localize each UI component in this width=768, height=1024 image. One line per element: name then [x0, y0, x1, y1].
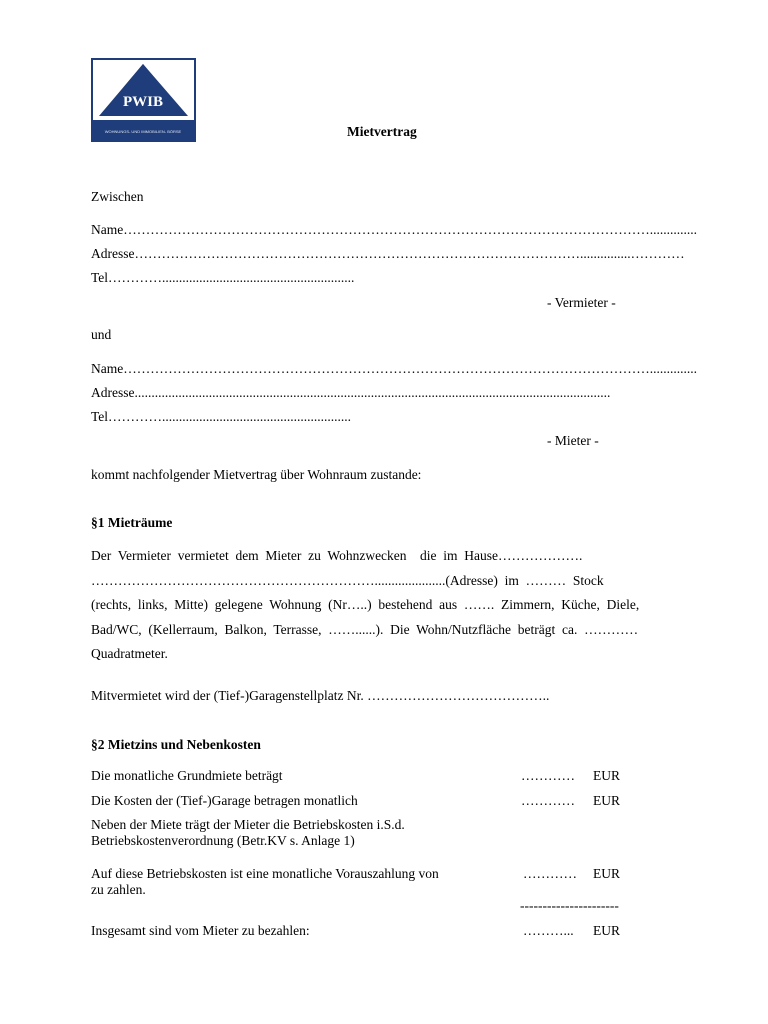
s1-line-2: ……………………………………………………….....................(Adresse) im ……… Stock	[91, 573, 604, 588]
section-2-heading: §2 Mietzins und Nebenkosten	[91, 737, 261, 752]
vorauszahlung-line-1: Auf diese Betriebskosten ist eine monatliche Vorauszahlung von	[91, 866, 439, 881]
und-label: und	[91, 327, 112, 342]
logo-text: PWIB	[122, 94, 164, 110]
section-1-heading: §1 Mieträume	[91, 515, 173, 530]
vermieter-adresse-field[interactable]: Adresse………………………………………………………………………………………...............…………	[91, 246, 685, 261]
vorauszahlung-amount-field[interactable]: …………	[523, 866, 577, 881]
zwischen-label: Zwischen	[91, 189, 144, 204]
garage-kosten-label: Die Kosten der (Tief-)Garage betragen monatlich	[91, 793, 358, 808]
grundmiete-label: Die monatliche Grundmiete beträgt	[91, 768, 283, 783]
garage-unit: EUR	[593, 793, 620, 808]
mieter-tel-field[interactable]: Tel…………........................................................	[91, 409, 352, 424]
mieter-adresse-field[interactable]: Adresse.............................................................................................................................................	[91, 385, 611, 400]
pwib-logo	[91, 58, 196, 142]
total-amount-field[interactable]: ………...	[523, 923, 574, 938]
vermieter-name-field[interactable]: Name………………………………………………………………………………………………………..............	[91, 222, 697, 237]
mieter-role-label: - Mieter -	[547, 433, 599, 448]
grundmiete-amount-field[interactable]: …………	[521, 768, 575, 783]
garage-line: Mitvermietet wird der (Tief-)Garagenstellplatz Nr. …………………………………..	[91, 688, 550, 703]
vermieter-tel-field[interactable]: Tel………….........................................................	[91, 270, 355, 285]
sum-divider: ----------------------	[520, 898, 619, 913]
garage-amount-field[interactable]: …………	[521, 793, 575, 808]
nebenkosten-line-2: Betriebskostenverordnung (Betr.KV s. Anlage 1)	[91, 833, 355, 848]
vorauszahlung-line-2: zu zahlen.	[91, 882, 146, 897]
total-unit: EUR	[593, 923, 620, 938]
logo-subtext: WOHNUNGS- UND IMMOBILIEN- BÖRSE	[104, 129, 182, 134]
nebenkosten-line-1: Neben der Miete trägt der Mieter die Betriebskosten i.S.d.	[91, 817, 405, 832]
mieter-name-field[interactable]: Name………………………………………………………………………………………………………..............	[91, 361, 697, 376]
intro-text: kommt nachfolgender Mietvertrag über Wohnraum zustande:	[91, 467, 422, 482]
page-title: Mietvertrag	[347, 124, 417, 139]
vorauszahlung-unit: EUR	[593, 866, 620, 881]
total-label: Insgesamt sind vom Mieter zu bezahlen:	[91, 923, 310, 938]
s1-line-1: Der Vermieter vermietet dem Mieter zu Wohnzwecken die im Hause……………….	[91, 548, 583, 563]
vermieter-role-label: - Vermieter -	[547, 295, 616, 310]
s1-line-4: Bad/WC, (Kellerraum, Balkon, Terrasse, ……......). Die Wohn/Nutzfläche beträgt ca. …………	[91, 622, 639, 637]
grundmiete-unit: EUR	[593, 768, 620, 783]
s1-last-line: Quadratmeter.	[91, 646, 168, 661]
s1-line-3: (rechts, links, Mitte) gelegene Wohnung (Nr…..) bestehend aus ……. Zimmern, Küche, Diele,	[91, 597, 640, 612]
